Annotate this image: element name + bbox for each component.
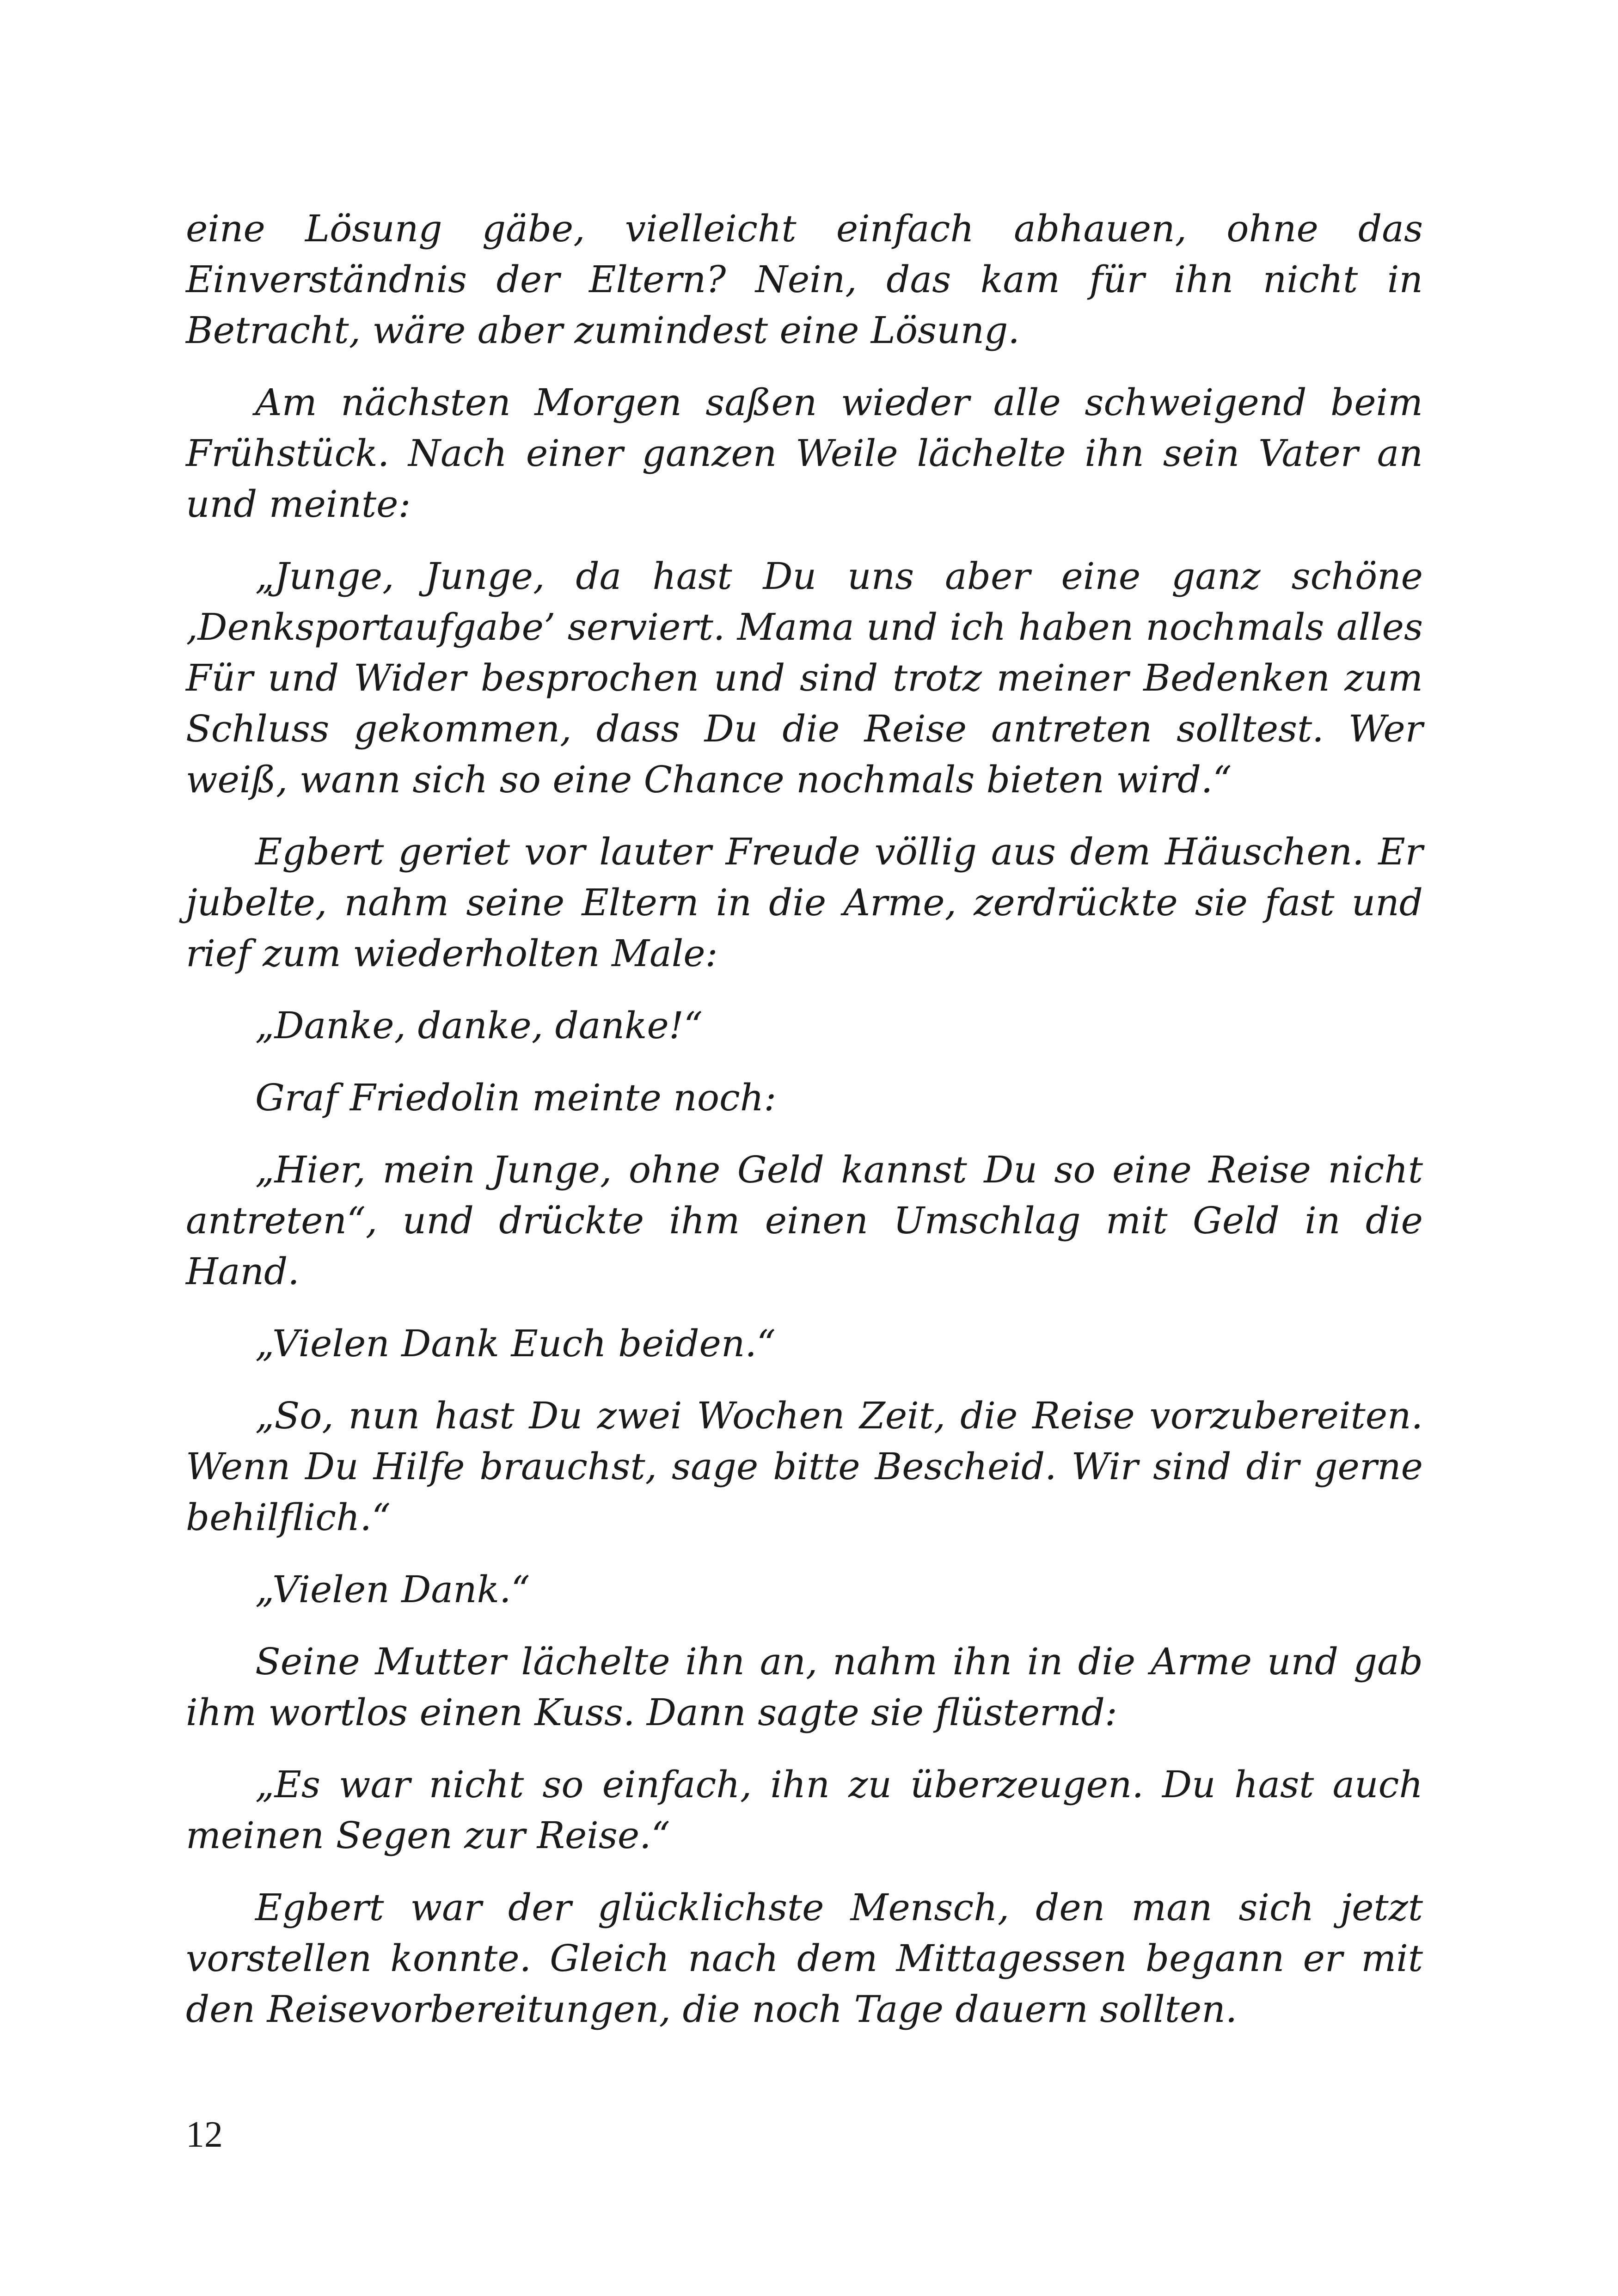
paragraph-thanks: „Danke, danke, danke!“ <box>255 1004 703 1047</box>
paragraph-thanks-short: „Vielen Dank.“ <box>255 1568 530 1611</box>
paragraph-breakfast: Am nächsten Morgen saßen wieder alle schweigend beim Frühstück. Nach einer ganzen Weile lächelte ihn sein Vater an und meinte: <box>186 381 1423 526</box>
body-text <box>186 203 1423 2056</box>
paragraph-thanks-both: „Vielen Dank Euch beiden.“ <box>255 1322 776 1365</box>
paragraph-continuation: eine Lösung gäbe, vielleicht einfach abhauen, ohne das Einverständnis der Eltern? Nein, das kam für ihn nicht in Betracht, wäre aber zumindest eine Lösung. <box>186 207 1423 352</box>
page-number: 12 <box>186 2114 223 2155</box>
paragraph-money: „Hier, mein Junge, ohne Geld kannst Du so eine Reise nicht antreten“, und drückte ihm einen Umschlag mit Geld in die Hand. <box>186 1148 1423 1293</box>
paragraph-mother-kiss: Seine Mutter lächelte ihn an, nahm ihn in die Arme und gab ihm wortlos einen Kuss. Dann sagte sie flüsternd: <box>186 1640 1423 1734</box>
paragraph-mother-blessing: „Es war nicht so einfach, ihn zu überzeugen. Du hast auch meinen Segen zur Reise.“ <box>186 1763 1423 1857</box>
paragraph-count-remark: Graf Friedolin meinte noch: <box>255 1076 777 1119</box>
paragraph-father-speech: „Junge, Junge, da hast Du uns aber eine ganz schöne ‚Denksportaufgabe’ serviert. Mama und ich haben nochmals alles Für und Wider besprochen und sind trotz meiner Bedenken zum Schluss gekommen, dass Du die Reise antreten solltest. Wer weiß, wann sich so eine Chance nochmals bieten wird.“ <box>186 555 1423 801</box>
paragraph-two-weeks: „So, nun hast Du zwei Wochen Zeit, die Reise vorzubereiten. Wenn Du Hilfe brauchst, sage bitte Bescheid. Wir sind dir gerne behilflich.“ <box>186 1394 1423 1539</box>
paragraph-egbert-joy: Egbert geriet vor lauter Freude völlig aus dem Häuschen. Er jubelte, nahm seine Eltern in die Arme, zerdrückte sie fast und rief zum wiederholten Male: <box>186 830 1423 975</box>
paragraph-happiest: Egbert war der glücklichste Mensch, den man sich jetzt vorstellen konnte. Gleich nach dem Mittagessen begann er mit den Reisevorbereitungen, die noch Tage dauern sollten. <box>186 1886 1423 2031</box>
